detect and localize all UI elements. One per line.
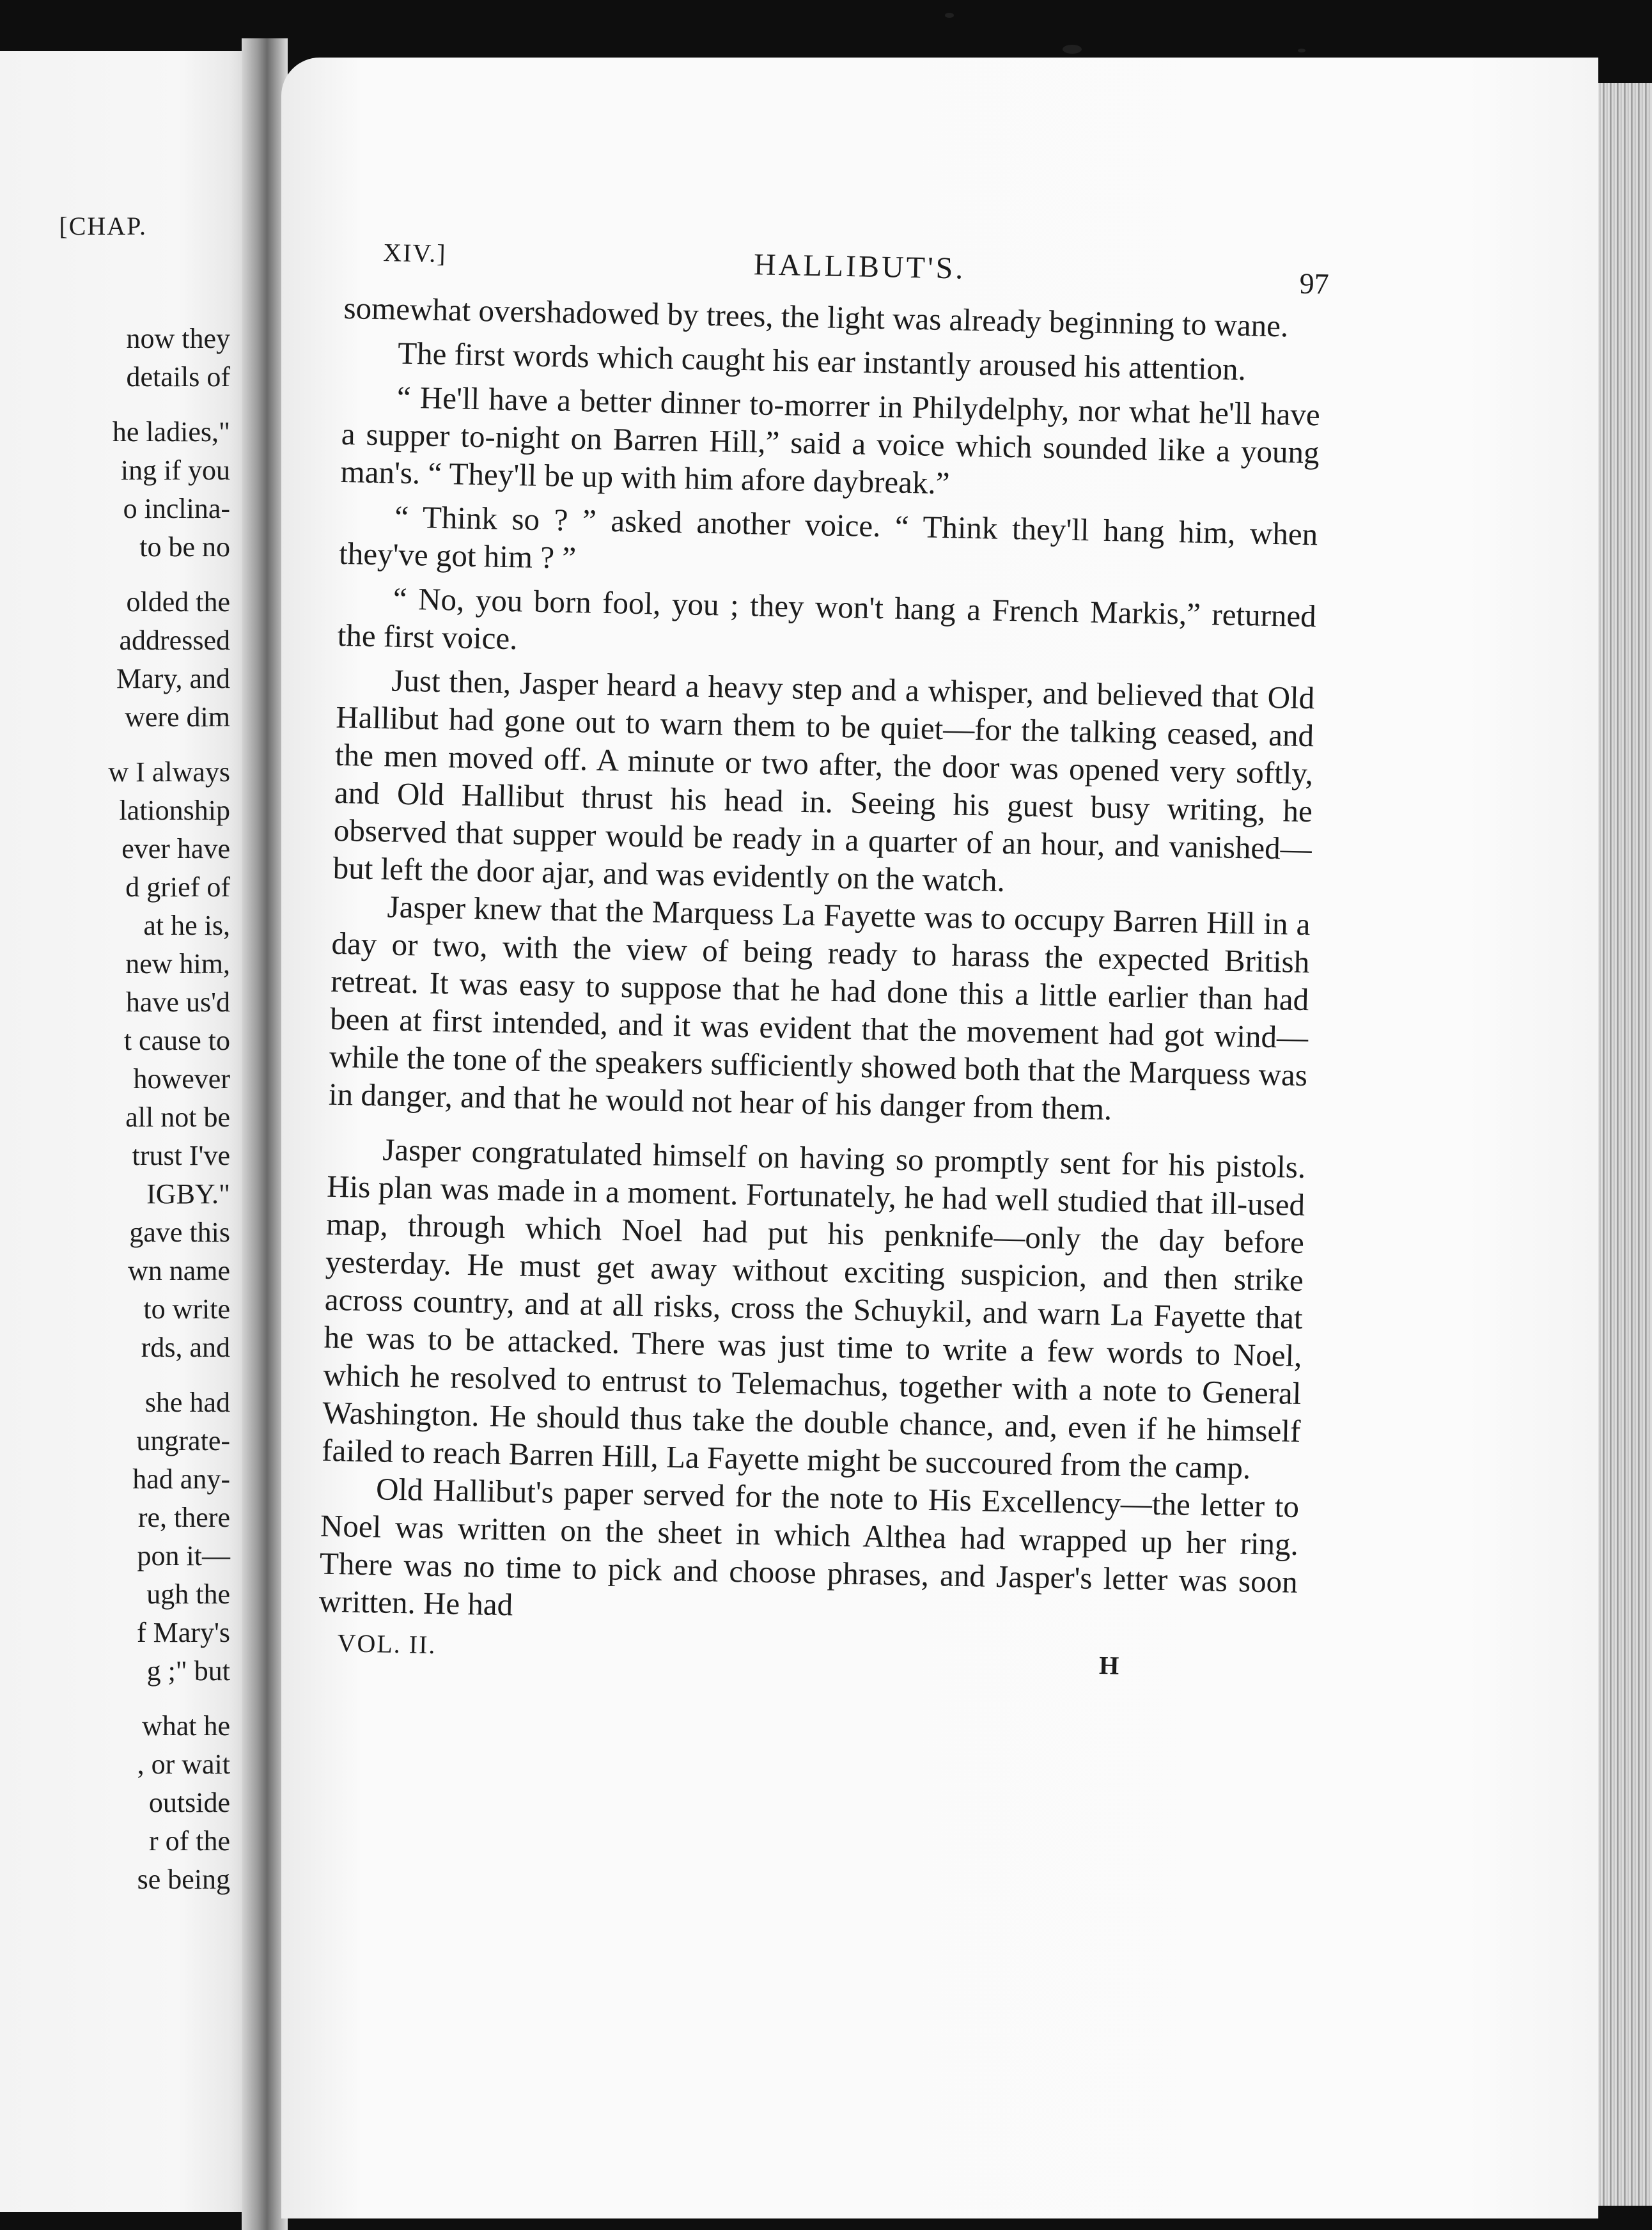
left-page-line: ugh the xyxy=(146,1579,230,1610)
left-page-line: t cause to xyxy=(123,1025,230,1056)
paragraph: Just then, Jasper heard a heavy step and a whisper, and believed that Old Hallibut had gone out to warn them to be quiet—for the talking ceased, and the men moved off. A minute or two after, the door was opened very softly, and Old Hallibut thrust his head in. Seeing his guest busy writing, he observed that supper would be ready in a quarter of an hour, and vanished—but left the door ajar, and was evidently on the watch. xyxy=(332,662,1315,898)
signature-mark: H xyxy=(1098,1651,1119,1680)
left-page-line: IGBY." xyxy=(146,1178,230,1210)
running-title: HALLIBUT'S. xyxy=(753,247,966,286)
body-text xyxy=(318,289,1322,1639)
ink-speck xyxy=(945,13,954,18)
paragraph: “ No, you born fool, you ; they won't hang a French Markis,” returned the first voice. xyxy=(337,581,1317,657)
left-page-line: however xyxy=(133,1063,230,1095)
left-page-line: new him, xyxy=(125,948,230,979)
left-page-line: r of the xyxy=(148,1825,230,1857)
left-page-line: , or wait xyxy=(137,1749,230,1780)
volume-label: VOL. II. xyxy=(337,1628,437,1660)
page-number: 97 xyxy=(1299,267,1330,300)
left-page-line: w I always xyxy=(108,756,230,788)
page-edges xyxy=(1598,83,1652,2206)
left-page-line: addressed xyxy=(119,625,230,656)
paragraph: “ He'll have a better dinner to-morrer in Philydelphy, nor what he'll have a supper to-night on Barren Hill,” said a voice which sounded like a young man's. “ They'll be up with him afore daybreak.” xyxy=(340,379,1321,501)
left-page-line: ing if you xyxy=(120,455,230,486)
left-page-line: lationship xyxy=(119,795,230,826)
ink-speck xyxy=(1063,45,1082,54)
ink-speck xyxy=(1298,49,1305,52)
left-page-line: wn name xyxy=(127,1255,230,1286)
left-page-content xyxy=(0,51,256,2212)
chapter-label: XIV.] xyxy=(382,238,448,269)
paragraph: Jasper knew that the Marquess La Fayette was to occupy Barren Hill in a day or two, with the view of being ready to harass the expected British retreat. It was easy to suppose that he had done this a little earlier than had been at first intended, and it was evident that the movement had got wind—while the tone of the speakers sufficiently showed both that the Marquess was in danger, and that he would not hear of his danger from them. xyxy=(328,889,1311,1127)
left-page-line: he ladies," xyxy=(112,416,230,448)
paragraph: The first words which caught his ear instantly aroused his attention. xyxy=(397,335,1247,387)
left-page-line: outside xyxy=(148,1787,230,1818)
paragraph: Jasper congratulated himself on having so promptly sent for his pistols. His plan was made in a moment. Fortunately, he had well studied that ill-used map, through which Noel had put his penknife—only the day before yesterday. He must get away without exciting suspicion, and then strike across country, and at all risks, cross the Schuykil, and warn La Fayette that he was to be attacked. There was just time to write a few words to Noel, which he resolved to entrust to Telemachus, together with a note to General Washington. He should thus take the double chance, and, even if he himself failed to reach Barren Hill, La Fayette might be succoured from the camp. xyxy=(321,1132,1306,1486)
left-page xyxy=(0,51,256,2212)
left-page-line: d grief of xyxy=(125,871,230,903)
left-page-line: trust I've xyxy=(132,1140,230,1171)
left-page-line: ungrate- xyxy=(136,1425,230,1456)
left-page-line: have us'd xyxy=(125,986,230,1018)
left-page-line: ever have xyxy=(121,833,230,864)
left-page-line: details of xyxy=(126,361,230,393)
left-page-line: se being xyxy=(137,1864,230,1895)
left-page-line: to be no xyxy=(139,531,230,563)
left-page-line: pon it— xyxy=(137,1540,230,1571)
left-page-line: to write xyxy=(143,1293,230,1325)
left-page-line: had any- xyxy=(132,1463,230,1495)
left-page-line: f Mary's xyxy=(136,1617,230,1648)
paragraph: “ Think so ? ” asked another voice. “ Think they'll hang him, when they've got him ? ” xyxy=(338,499,1318,576)
left-page-line: olded the xyxy=(126,586,230,618)
left-page-line: g ;" but xyxy=(146,1655,230,1687)
left-page-line: now they xyxy=(126,323,230,354)
left-page-line: o inclina- xyxy=(123,493,230,524)
left-page-header: [CHAP. xyxy=(59,212,147,240)
left-page-line: she had xyxy=(144,1387,230,1418)
left-page-line: Mary, and xyxy=(116,663,230,694)
left-page-line: rds, and xyxy=(141,1332,230,1363)
left-page-line: were dim xyxy=(125,701,230,733)
page-text-block xyxy=(317,230,1330,1697)
left-page-line: all not be xyxy=(125,1102,230,1133)
left-page-line: re, there xyxy=(137,1502,230,1533)
paragraph: Old Hallibut's paper served for the note to His Excellency—the letter to Noel was written on the sheet in which Althea had wrapped up her ring. There was no time to pick and choose phrases, and Jasper's letter was soon written. He had xyxy=(318,1471,1300,1623)
left-page-line: gave this xyxy=(129,1217,230,1248)
left-page-line: at he is, xyxy=(143,910,230,941)
paragraph: somewhat overshadowed by trees, the light was already beginning to wane. xyxy=(343,290,1289,344)
left-page-line: what he xyxy=(141,1710,230,1742)
